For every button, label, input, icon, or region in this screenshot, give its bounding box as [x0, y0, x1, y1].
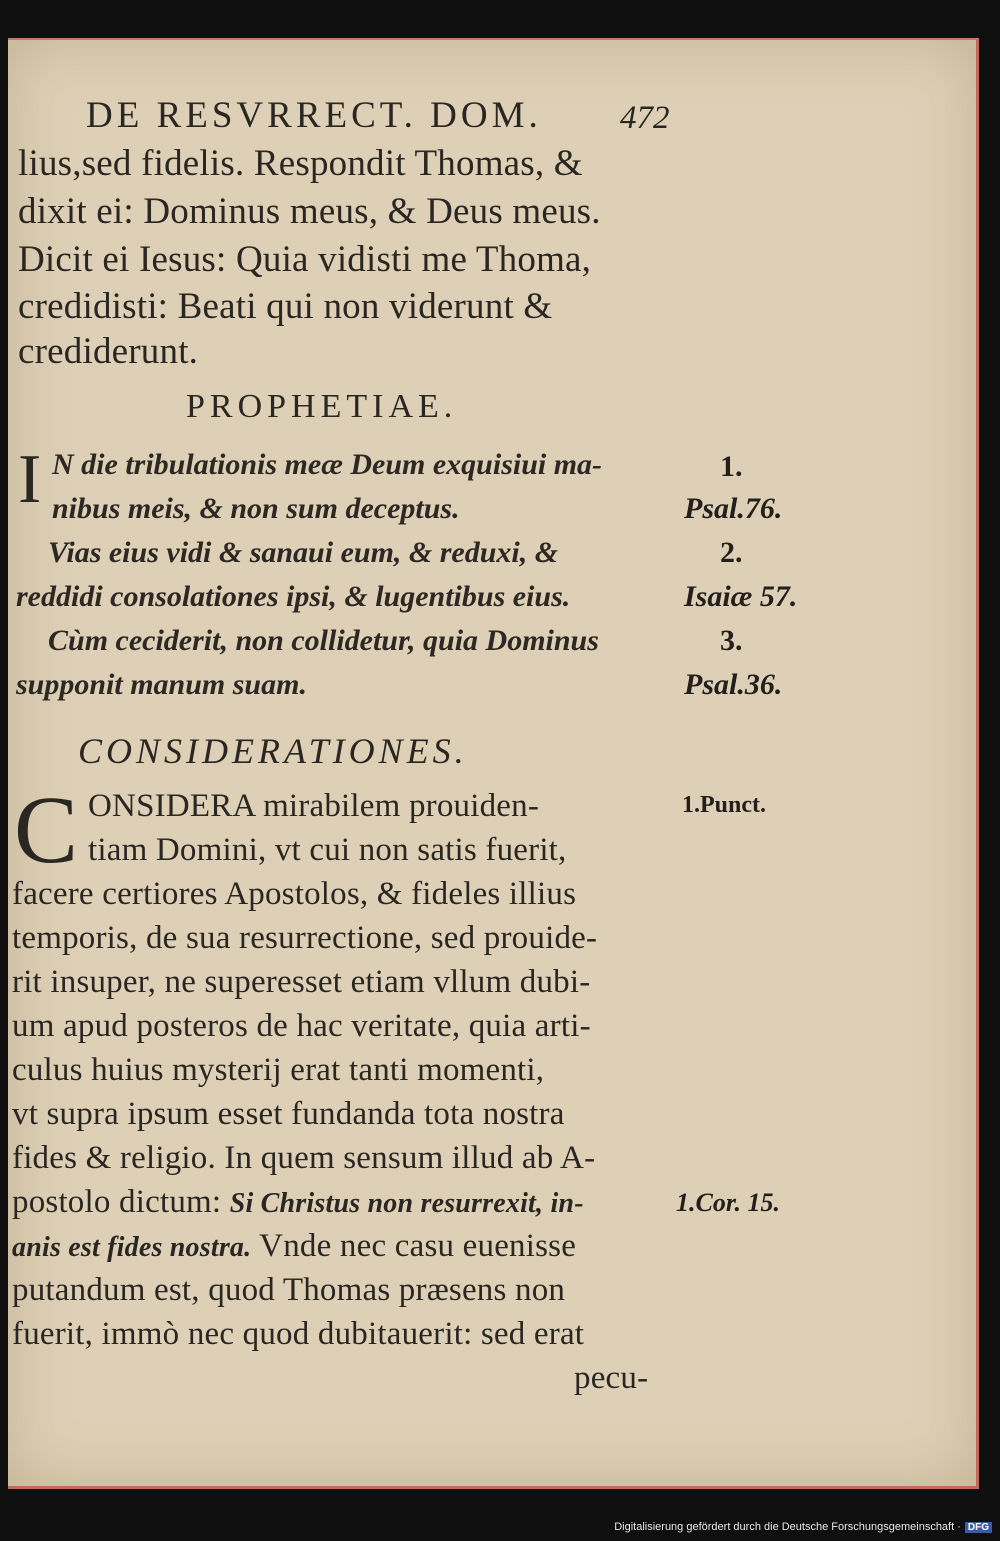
section-heading-prophetiae: PROPHETIAE. [186, 388, 458, 425]
text-line [12, 1184, 584, 1221]
drop-initial-c: C [14, 776, 79, 883]
text-line: credidisti: Beati qui non viderunt & [18, 286, 553, 327]
margin-note: 1.Punct. [682, 792, 766, 818]
prophecy-line: nibus meis, & non sum deceptus. [52, 492, 460, 525]
text-line: tiam Domini, vt cui non satis fuerit, [88, 832, 567, 868]
margin-note: Psal.76. [684, 492, 783, 525]
text-line: rit insuper, ne superesset etiam vllum dubi- [12, 964, 591, 1000]
prophecy-line: Cùm ceciderit, non collidetur, quia Dominus [48, 624, 599, 657]
text-segment: Vnde nec casu euenisse [251, 1228, 577, 1264]
margin-note: 3. [720, 624, 743, 657]
drop-initial-i: I [18, 441, 42, 518]
prophecy-line: reddidi consolationes ipsi, & lugentibus eius. [16, 580, 571, 613]
credit-text: Digitalisierung gefördert durch die Deutsche Forschungsgemeinschaft · [614, 1521, 961, 1533]
prophecy-line: N die tribulationis meæ Deum exquisiui ma- [52, 448, 603, 481]
text-line: temporis, de sua resurrectione, sed prouide- [12, 920, 598, 956]
margin-note: Isaiæ 57. [684, 580, 798, 613]
margin-note: 1. [720, 450, 743, 483]
text-line: vt supra ipsum esset fundanda tota nostra [12, 1096, 565, 1132]
text-line: culus huius mysterij erat tanti momenti, [12, 1052, 545, 1088]
text-line: dixit ei: Dominus meus, & Deus meus. [18, 191, 601, 232]
margin-note: Psal.36. [684, 668, 783, 701]
page-number: 472 [620, 100, 670, 136]
text-line: putandum est, quod Thomas præsens non [12, 1272, 566, 1308]
text-line: um apud posteros de hac veritate, quia arti- [12, 1008, 591, 1044]
section-heading-considerationes: CONSIDERATIONES. [78, 731, 468, 771]
text-line: crediderunt. [18, 331, 199, 372]
text-segment: postolo dictum: [12, 1184, 230, 1220]
catchword: pecu- [574, 1360, 649, 1396]
text-line: lius,sed fidelis. Respondit Thomas, & [18, 143, 583, 184]
scripture-quote: anis est fides nostra. [12, 1232, 252, 1263]
running-title: DE RESVRRECT. DOM. [86, 95, 542, 136]
book-page [8, 38, 979, 1489]
text-line: facere certiores Apostolos, & fideles illius [12, 876, 577, 912]
scripture-quote: Si Christus non resurrexit, in- [229, 1188, 584, 1219]
margin-note: 2. [720, 536, 743, 569]
text-line: fuerit, immò nec quod dubitauerit: sed erat [12, 1316, 585, 1352]
prophecy-line: supponit manum suam. [16, 668, 307, 701]
dfg-logo: DFG [965, 1522, 992, 1533]
text-line: fides & religio. In quem sensum illud ab A- [12, 1140, 596, 1176]
digitization-credit [614, 1521, 992, 1533]
margin-note: 1.Cor. 15. [676, 1188, 781, 1217]
prophecy-line: Vias eius vidi & sanaui eum, & reduxi, & [48, 536, 559, 569]
text-line: ONSIDERA mirabilem prouiden- [88, 788, 540, 824]
text-line [12, 1228, 576, 1265]
text-line: Dicit ei Iesus: Quia vidisti me Thoma, [18, 239, 592, 280]
